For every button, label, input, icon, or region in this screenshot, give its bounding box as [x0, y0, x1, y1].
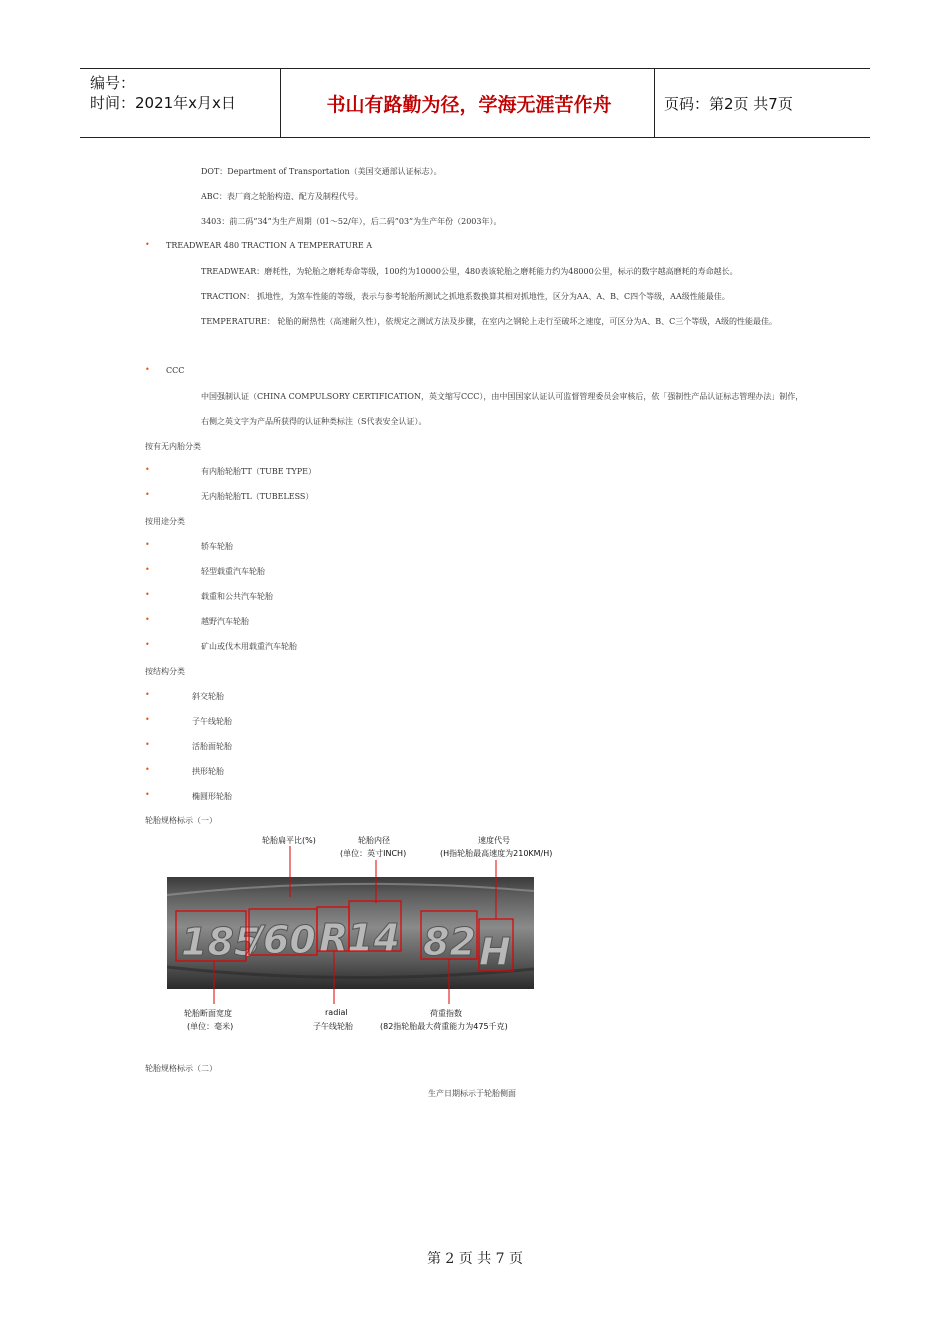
tire-mark-load: 82: [423, 920, 476, 964]
bullet-icon: •: [145, 590, 150, 599]
time-label: 时间：2021年x月x日: [90, 94, 236, 112]
date-caption: 生产日期标示于轮胎侧面: [428, 1089, 516, 1098]
list-item: 载重和公共汽车轮胎: [201, 592, 273, 601]
section-heading: 按结构分类: [145, 667, 185, 676]
load-index-note: (82指轮胎最大荷重能力为475千克): [380, 1022, 508, 1031]
tire-mark-rim: 14: [347, 916, 400, 960]
tire-mark-width: 185: [181, 920, 261, 964]
list-item: 无内胎轮胎TL（TUBELESS）: [201, 492, 314, 501]
rim-diameter-unit: (单位：英寸INCH): [340, 849, 407, 858]
load-index-label: 荷重指数: [430, 1009, 462, 1018]
section-heading: 按有无内胎分类: [145, 442, 201, 451]
dot-line: DOT：Department of Transportation（美国交通部认证标志）。: [201, 167, 442, 176]
list-item: 矿山或伐木用载重汽车轮胎: [201, 642, 297, 651]
bullet-icon: •: [145, 490, 150, 499]
bullet-icon: •: [145, 765, 150, 774]
radial-label: radial: [325, 1008, 348, 1017]
list-item: 越野汽车轮胎: [201, 617, 249, 626]
list-item: 活胎面轮胎: [192, 742, 232, 751]
bullet-icon: •: [145, 640, 150, 649]
section-width-label: 轮胎断面宽度: [184, 1009, 232, 1018]
list-item: 轻型载重汽车轮胎: [201, 567, 265, 576]
page-footer: 第 2 页 共 7 页: [426, 1251, 524, 1267]
bullet-icon: •: [145, 790, 150, 799]
motto: 书山有路勤为径，学海无涯苦作舟: [326, 93, 612, 116]
spec-heading-2: 轮胎规格标示（二）: [145, 1064, 217, 1073]
bullet-icon: •: [145, 565, 150, 574]
list-item: 拱形轮胎: [192, 767, 224, 776]
tire-mark-radial: R: [319, 916, 349, 960]
bullet-icon: •: [145, 465, 150, 474]
number-label: 编号：: [90, 74, 136, 92]
list-item: 椭圆形轮胎: [192, 792, 232, 801]
bullet-icon: •: [145, 615, 150, 624]
list-item: 有内胎轮胎TT（TUBE TYPE）: [201, 467, 316, 476]
spec-heading-1: 轮胎规格标示（一）: [145, 816, 217, 825]
list-item: 子午线轮胎: [192, 717, 232, 726]
list-item: 斜交轮胎: [192, 692, 224, 701]
aspect-ratio-label: 轮胎扁平比(%): [262, 836, 316, 845]
bullet-icon: •: [145, 740, 150, 749]
bullet-icon: •: [145, 690, 150, 699]
list-item: 轿车轮胎: [201, 542, 233, 551]
ccc-line-1: 中国强制认证（CHINA COMPULSORY CERTIFICATION，英文缩写CCC），由中国国家认证认可监督管理委员会审核后，依「强制性产品认证标志管理办法」制作，: [201, 392, 804, 401]
bullet-icon: •: [145, 240, 150, 249]
bullet-icon: •: [145, 540, 150, 549]
speed-code-note: (H指轮胎最高速度为210KM/H): [440, 849, 553, 858]
section-heading: 按用途分类: [145, 517, 185, 526]
traction-line: TRACTION： 抓地性，为煞车性能的等级，表示与参考轮胎所测试之抓地系数换算其相对抓地性，区分为AA、A、B、C四个等级，AA级性能最佳。: [201, 292, 730, 301]
bullet-icon: •: [145, 365, 150, 374]
page-indicator: 页码：第2页 共7页: [664, 95, 793, 113]
date-code-line: 3403：前二码”34”为生产周期（01～52/年），后二码”03”为生产年份（2003年）。: [201, 217, 502, 226]
temperature-line: TEMPERATURE： 轮胎的耐热性（高速耐久性），依规定之测试方法及步骤，在室内之钢轮上走行至破坏之速度，可区分为A、B、C三个等级，A级的性能最佳。: [201, 317, 777, 326]
speed-code-label: 速度代号: [478, 836, 510, 845]
tire-mark-speed: H: [479, 930, 511, 974]
bullet-icon: •: [145, 715, 150, 724]
ccc-title: CCC: [166, 366, 185, 375]
section-width-unit: (单位：毫米): [187, 1022, 234, 1031]
treadwear-line: TREADWEAR：磨耗性，为轮胎之磨耗寿命等级，100约为10000公里，480表该轮胎之磨耗能力约为48000公里，标示的数字越高磨耗的寿命越长。: [201, 267, 738, 276]
tire-mark-ratio: /60: [249, 918, 316, 962]
treadwear-title: TREADWEAR 480 TRACTION A TEMPERATURE A: [166, 241, 372, 250]
rim-diameter-label: 轮胎内径: [358, 836, 390, 845]
abc-line: ABC：表厂商之轮胎构造、配方及制程代号。: [201, 192, 363, 201]
radial-note: 子午线轮胎: [313, 1022, 353, 1031]
ccc-line-2: 右侧之英文字为产品所获得的认证种类标注（S代表安全认证）。: [201, 417, 427, 426]
